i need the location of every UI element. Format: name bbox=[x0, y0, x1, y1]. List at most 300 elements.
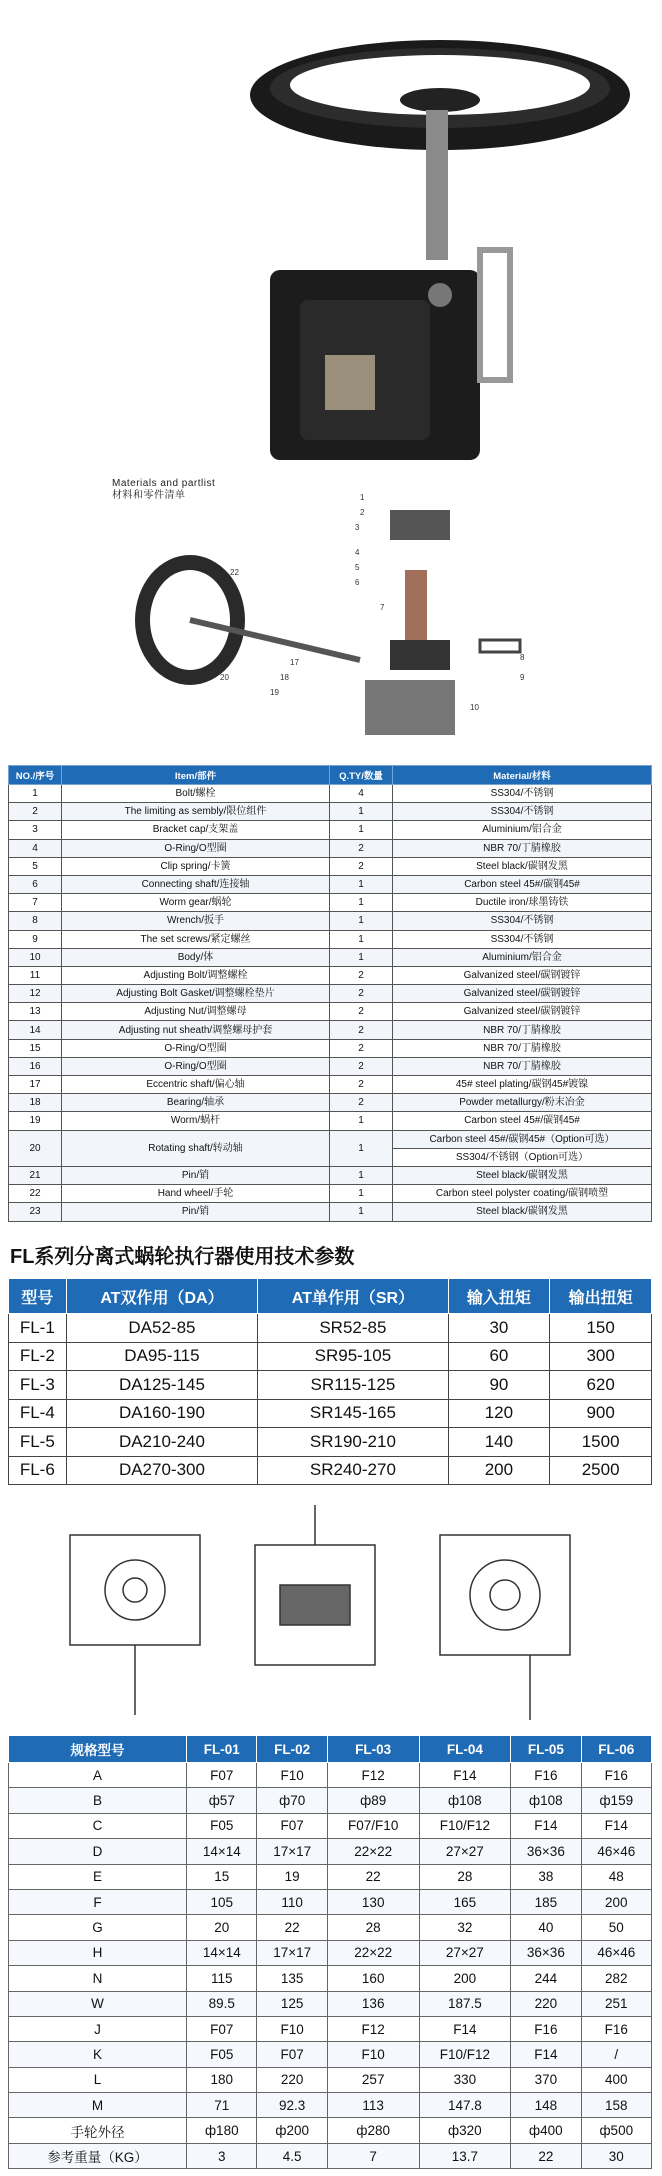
spec-cell: SR240-270 bbox=[258, 1456, 448, 1485]
parts-cell-qty: 2 bbox=[330, 1076, 393, 1094]
spec-cell: 60 bbox=[448, 1342, 550, 1371]
parts-cell-item: Bolt/螺栓 bbox=[62, 785, 330, 803]
parts-table-header bbox=[9, 766, 652, 785]
svg-text:6: 6 bbox=[355, 578, 360, 587]
spec-cell: FL-5 bbox=[9, 1428, 67, 1457]
spec-header-cell: 输入扭矩 bbox=[448, 1279, 550, 1314]
dims-cell: 32 bbox=[419, 1915, 511, 1940]
parts-cell-item: Pin/销 bbox=[62, 1203, 330, 1221]
dims-cell: / bbox=[581, 2042, 651, 2067]
spec-header-cell: 输出扭矩 bbox=[550, 1279, 652, 1314]
parts-cell-item: The set screws/紧定螺丝 bbox=[62, 930, 330, 948]
parts-cell-material: Galvanized steel/碳钢镀锌 bbox=[393, 966, 652, 984]
dims-header-cell: FL-03 bbox=[327, 1736, 419, 1763]
spec-cell: FL-4 bbox=[9, 1399, 67, 1428]
exploded-view-drawing bbox=[60, 470, 580, 760]
parts-row bbox=[9, 1094, 652, 1112]
parts-cell-no: 16 bbox=[9, 1057, 62, 1075]
parts-cell-item: O-Ring/O型圈 bbox=[62, 839, 330, 857]
dims-cell: ф70 bbox=[257, 1788, 327, 1813]
spec-cell: DA210-240 bbox=[66, 1428, 258, 1457]
dims-header-cell: FL-01 bbox=[187, 1736, 257, 1763]
parts-cell-material: SS304/不锈钢 bbox=[393, 930, 652, 948]
parts-cell-item: Wrench/扳手 bbox=[62, 912, 330, 930]
parts-cell-qty: 2 bbox=[330, 1057, 393, 1075]
parts-cell-no: 5 bbox=[9, 857, 62, 875]
parts-cell-no: 23 bbox=[9, 1203, 62, 1221]
svg-text:7: 7 bbox=[380, 603, 385, 612]
dims-cell: A bbox=[9, 1763, 187, 1788]
spec-cell: FL-3 bbox=[9, 1371, 67, 1400]
spec-table-header bbox=[9, 1279, 652, 1314]
dims-cell: ф280 bbox=[327, 2118, 419, 2143]
parts-cell-no: 11 bbox=[9, 966, 62, 984]
spec-cell: FL-1 bbox=[9, 1314, 67, 1343]
parts-row bbox=[9, 821, 652, 839]
parts-row bbox=[9, 1130, 652, 1148]
parts-cell-qty: 1 bbox=[330, 821, 393, 839]
parts-cell-material: SS304/不锈钢 bbox=[393, 912, 652, 930]
spec-cell: DA270-300 bbox=[66, 1456, 258, 1485]
parts-cell-item: The limiting as sembly/限位组件 bbox=[62, 803, 330, 821]
parts-cell-item: Adjusting nut sheath/调整螺母护套 bbox=[62, 1021, 330, 1039]
spec-cell: 200 bbox=[448, 1456, 550, 1485]
dims-cell: 22 bbox=[327, 1864, 419, 1889]
gearbox-product-photo bbox=[0, 0, 662, 470]
dims-cell: 187.5 bbox=[419, 1991, 511, 2016]
spec-row bbox=[9, 1428, 652, 1457]
parts-table bbox=[8, 765, 652, 1222]
dims-cell: 19 bbox=[257, 1864, 327, 1889]
parts-cell-material: SS304/不锈钢 bbox=[393, 785, 652, 803]
dims-cell: M bbox=[9, 2093, 187, 2118]
header-item: Item/部件 bbox=[62, 766, 330, 785]
dims-cell: 手轮外径 bbox=[9, 2118, 187, 2143]
parts-row bbox=[9, 1021, 652, 1039]
dims-cell: 110 bbox=[257, 1889, 327, 1914]
parts-row bbox=[9, 966, 652, 984]
parts-cell-qty: 1 bbox=[330, 894, 393, 912]
dims-cell: C bbox=[9, 1813, 187, 1838]
dims-row bbox=[9, 2016, 652, 2041]
dims-cell: 330 bbox=[419, 2067, 511, 2092]
spec-row bbox=[9, 1314, 652, 1343]
dims-row bbox=[9, 1864, 652, 1889]
dims-cell: 244 bbox=[511, 1966, 581, 1991]
dims-cell: 22 bbox=[257, 1915, 327, 1940]
parts-row bbox=[9, 1203, 652, 1221]
spec-cell: DA95-115 bbox=[66, 1342, 258, 1371]
spec-row bbox=[9, 1456, 652, 1485]
parts-row bbox=[9, 1076, 652, 1094]
dims-cell: B bbox=[9, 1788, 187, 1813]
parts-cell-material: Ductile iron/球墨铸铁 bbox=[393, 894, 652, 912]
parts-cell-qty: 2 bbox=[330, 1003, 393, 1021]
dims-row bbox=[9, 2118, 652, 2143]
dims-cell: ф89 bbox=[327, 1788, 419, 1813]
parts-cell-qty: 2 bbox=[330, 966, 393, 984]
dims-cell: F12 bbox=[327, 1763, 419, 1788]
dims-header-cell: 规格型号 bbox=[9, 1736, 187, 1763]
parts-cell-qty: 2 bbox=[330, 839, 393, 857]
svg-text:3: 3 bbox=[355, 523, 360, 532]
dims-cell: 220 bbox=[257, 2067, 327, 2092]
spec-title: FL系列分离式蜗轮执行器使用技术参数 bbox=[10, 1246, 355, 1268]
dims-cell: F05 bbox=[187, 1813, 257, 1838]
parts-row bbox=[9, 894, 652, 912]
dims-cell: F12 bbox=[327, 2016, 419, 2041]
parts-cell-qty: 2 bbox=[330, 1094, 393, 1112]
parts-cell-item: Rotating shaft/转动轴 bbox=[62, 1130, 330, 1166]
svg-text:5: 5 bbox=[355, 563, 360, 572]
parts-cell-item: Bracket cap/支架盖 bbox=[62, 821, 330, 839]
parts-cell-material: Steel black/碳钢发黑 bbox=[393, 1166, 652, 1184]
dims-cell: 14×14 bbox=[187, 1940, 257, 1965]
dims-cell: 38 bbox=[511, 1864, 581, 1889]
dims-cell: 200 bbox=[581, 1889, 651, 1914]
dims-cell: ф57 bbox=[187, 1788, 257, 1813]
parts-row bbox=[9, 1057, 652, 1075]
parts-row bbox=[9, 875, 652, 893]
dims-cell: F bbox=[9, 1889, 187, 1914]
parts-cell-no: 4 bbox=[9, 839, 62, 857]
dims-table-body bbox=[9, 1763, 652, 2169]
spec-header-cell: 型号 bbox=[9, 1279, 67, 1314]
dims-cell: ф108 bbox=[511, 1788, 581, 1813]
dims-cell: F10 bbox=[327, 2042, 419, 2067]
dims-cell: L bbox=[9, 2067, 187, 2092]
parts-cell-material: 45# steel plating/碳钢45#镀镍 bbox=[393, 1076, 652, 1094]
spec-cell: 90 bbox=[448, 1371, 550, 1400]
dims-cell: 220 bbox=[511, 1991, 581, 2016]
svg-text:9: 9 bbox=[520, 673, 525, 682]
spec-cell: 30 bbox=[448, 1314, 550, 1343]
dims-cell: 200 bbox=[419, 1966, 511, 1991]
svg-text:20: 20 bbox=[220, 673, 229, 682]
parts-cell-no: 18 bbox=[9, 1094, 62, 1112]
parts-cell-material: NBR 70/丁腈橡胶 bbox=[393, 839, 652, 857]
spec-header-cell: AT单作用（SR） bbox=[258, 1279, 448, 1314]
dims-cell: 36×36 bbox=[511, 1839, 581, 1864]
parts-cell-qty: 2 bbox=[330, 1021, 393, 1039]
spec-cell: 1500 bbox=[550, 1428, 652, 1457]
parts-cell-qty: 1 bbox=[330, 1166, 393, 1184]
spec-cell: SR95-105 bbox=[258, 1342, 448, 1371]
dims-cell: 71 bbox=[187, 2093, 257, 2118]
dims-row bbox=[9, 2067, 652, 2092]
parts-row bbox=[9, 803, 652, 821]
spec-cell: 140 bbox=[448, 1428, 550, 1457]
partlist-title-en: Materials and partlist bbox=[112, 478, 216, 489]
parts-cell-no: 15 bbox=[9, 1039, 62, 1057]
dims-row bbox=[9, 1889, 652, 1914]
spec-header-cell: AT双作用（DA） bbox=[66, 1279, 258, 1314]
parts-cell-item: Worm/蜗杆 bbox=[62, 1112, 330, 1130]
parts-cell-qty: 2 bbox=[330, 857, 393, 875]
dims-cell: J bbox=[9, 2016, 187, 2041]
dims-cell: F10/F12 bbox=[419, 1813, 511, 1838]
parts-cell-no: 6 bbox=[9, 875, 62, 893]
dims-cell: K bbox=[9, 2042, 187, 2067]
dims-row bbox=[9, 2042, 652, 2067]
dims-cell: 135 bbox=[257, 1966, 327, 1991]
parts-cell-qty: 1 bbox=[330, 1203, 393, 1221]
dims-cell: 251 bbox=[581, 1991, 651, 2016]
parts-cell-qty: 1 bbox=[330, 930, 393, 948]
parts-cell-qty: 1 bbox=[330, 1112, 393, 1130]
dims-cell: 27×27 bbox=[419, 1940, 511, 1965]
dims-cell: F07/F10 bbox=[327, 1813, 419, 1838]
spec-cell: 150 bbox=[550, 1314, 652, 1343]
parts-cell-item: Clip spring/卡簧 bbox=[62, 857, 330, 875]
dims-cell: F10/F12 bbox=[419, 2042, 511, 2067]
parts-cell-material: Aluminium/铝合金 bbox=[393, 821, 652, 839]
header-qty: Q.TY/数量 bbox=[330, 766, 393, 785]
parts-row bbox=[9, 1003, 652, 1021]
parts-cell-item: Adjusting Bolt/调整螺栓 bbox=[62, 966, 330, 984]
parts-cell-no: 9 bbox=[9, 930, 62, 948]
parts-cell-material: Carbon steel 45#/碳钢45# bbox=[393, 1112, 652, 1130]
dims-cell: 148 bbox=[511, 2093, 581, 2118]
parts-row bbox=[9, 839, 652, 857]
dims-cell: H bbox=[9, 1940, 187, 1965]
spec-cell: FL-2 bbox=[9, 1342, 67, 1371]
svg-text:2: 2 bbox=[360, 508, 365, 517]
dims-row bbox=[9, 1839, 652, 1864]
parts-cell-item: Adjusting Nut/调整螺母 bbox=[62, 1003, 330, 1021]
parts-cell-qty: 1 bbox=[330, 1185, 393, 1203]
dims-cell: 136 bbox=[327, 1991, 419, 2016]
dims-cell: ф200 bbox=[257, 2118, 327, 2143]
dims-table-header bbox=[9, 1736, 652, 1763]
spec-table-body bbox=[9, 1314, 652, 1485]
dims-row bbox=[9, 1763, 652, 1788]
dims-row bbox=[9, 1915, 652, 1940]
parts-cell-no: 2 bbox=[9, 803, 62, 821]
dims-row bbox=[9, 1966, 652, 1991]
dims-cell: 36×36 bbox=[511, 1940, 581, 1965]
spec-cell: 620 bbox=[550, 1371, 652, 1400]
dims-cell: 160 bbox=[327, 1966, 419, 1991]
parts-cell-item: O-Ring/O型圈 bbox=[62, 1057, 330, 1075]
svg-text:10: 10 bbox=[470, 703, 479, 712]
dims-cell: F10 bbox=[257, 2016, 327, 2041]
parts-cell-no: 7 bbox=[9, 894, 62, 912]
dims-cell: F07 bbox=[257, 1813, 327, 1838]
spec-row bbox=[9, 1399, 652, 1428]
parts-cell-item: O-Ring/O型圈 bbox=[62, 1039, 330, 1057]
dimension-drawings bbox=[40, 1495, 640, 1725]
parts-cell-qty: 1 bbox=[330, 1130, 393, 1166]
parts-cell-no: 10 bbox=[9, 948, 62, 966]
parts-cell-qty: 4 bbox=[330, 785, 393, 803]
dims-cell: D bbox=[9, 1839, 187, 1864]
dims-cell: F05 bbox=[187, 2042, 257, 2067]
parts-cell-item: Pin/销 bbox=[62, 1166, 330, 1184]
parts-row bbox=[9, 785, 652, 803]
parts-cell-no: 14 bbox=[9, 1021, 62, 1039]
parts-cell-material: SS304/不锈钢（Option可选） bbox=[393, 1148, 652, 1166]
dims-cell: 89.5 bbox=[187, 1991, 257, 2016]
dims-cell: 48 bbox=[581, 1864, 651, 1889]
dims-cell: F14 bbox=[581, 1813, 651, 1838]
dims-cell: F07 bbox=[187, 1763, 257, 1788]
dims-row bbox=[9, 1991, 652, 2016]
dims-cell: 282 bbox=[581, 1966, 651, 1991]
dims-cell: 22 bbox=[511, 2143, 581, 2168]
spec-cell: 900 bbox=[550, 1399, 652, 1428]
dims-cell: 20 bbox=[187, 1915, 257, 1940]
parts-cell-item: Worm gear/蜗轮 bbox=[62, 894, 330, 912]
dims-cell: F07 bbox=[187, 2016, 257, 2041]
parts-cell-item: Body/体 bbox=[62, 948, 330, 966]
dims-cell: 28 bbox=[419, 1864, 511, 1889]
dims-row bbox=[9, 1813, 652, 1838]
dims-cell: F10 bbox=[257, 1763, 327, 1788]
spec-table bbox=[8, 1278, 652, 1485]
dims-cell: ф320 bbox=[419, 2118, 511, 2143]
spec-cell: SR190-210 bbox=[258, 1428, 448, 1457]
dims-cell: E bbox=[9, 1864, 187, 1889]
parts-row bbox=[9, 1166, 652, 1184]
dims-cell: 113 bbox=[327, 2093, 419, 2118]
parts-cell-material: SS304/不锈钢 bbox=[393, 803, 652, 821]
parts-cell-material: NBR 70/丁腈橡胶 bbox=[393, 1039, 652, 1057]
spec-cell: 120 bbox=[448, 1399, 550, 1428]
parts-cell-item: Hand wheel/手轮 bbox=[62, 1185, 330, 1203]
parts-cell-qty: 2 bbox=[330, 1039, 393, 1057]
spec-cell: 2500 bbox=[550, 1456, 652, 1485]
parts-cell-qty: 1 bbox=[330, 912, 393, 930]
spec-cell: FL-6 bbox=[9, 1456, 67, 1485]
parts-cell-item: Bearing/轴承 bbox=[62, 1094, 330, 1112]
dims-cell: ф108 bbox=[419, 1788, 511, 1813]
parts-cell-material: Aluminium/铝合金 bbox=[393, 948, 652, 966]
dims-cell: F14 bbox=[419, 1763, 511, 1788]
dims-header-cell: FL-06 bbox=[581, 1736, 651, 1763]
parts-table-body bbox=[9, 785, 652, 1222]
dims-cell: 92.3 bbox=[257, 2093, 327, 2118]
parts-cell-material: Galvanized steel/碳钢镀锌 bbox=[393, 1003, 652, 1021]
dims-cell: N bbox=[9, 1966, 187, 1991]
parts-cell-material: Steel black/碳钢发黑 bbox=[393, 1203, 652, 1221]
dims-cell: 13.7 bbox=[419, 2143, 511, 2168]
dimensions-table bbox=[8, 1735, 652, 2169]
dims-row bbox=[9, 2093, 652, 2118]
dims-cell: 30 bbox=[581, 2143, 651, 2168]
dims-cell: 参考重量（KG） bbox=[9, 2143, 187, 2168]
spec-cell: DA52-85 bbox=[66, 1314, 258, 1343]
partlist-title-cn: 材料和零件清单 bbox=[112, 490, 186, 501]
parts-cell-material: Steel black/碳钢发黑 bbox=[393, 857, 652, 875]
dims-cell: 4.5 bbox=[257, 2143, 327, 2168]
parts-cell-material: NBR 70/丁腈橡胶 bbox=[393, 1021, 652, 1039]
dims-cell: F16 bbox=[581, 2016, 651, 2041]
spec-cell: SR145-165 bbox=[258, 1399, 448, 1428]
parts-cell-no: 8 bbox=[9, 912, 62, 930]
dims-cell: 22×22 bbox=[327, 1839, 419, 1864]
svg-text:8: 8 bbox=[520, 653, 525, 662]
parts-cell-no: 12 bbox=[9, 985, 62, 1003]
dims-cell: F07 bbox=[257, 2042, 327, 2067]
dims-row bbox=[9, 1788, 652, 1813]
dims-cell: 22×22 bbox=[327, 1940, 419, 1965]
dims-cell: 40 bbox=[511, 1915, 581, 1940]
dims-cell: 158 bbox=[581, 2093, 651, 2118]
dims-cell: ф400 bbox=[511, 2118, 581, 2143]
dims-cell: F16 bbox=[511, 1763, 581, 1788]
dims-cell: 185 bbox=[511, 1889, 581, 1914]
parts-cell-qty: 1 bbox=[330, 948, 393, 966]
dims-header-cell: FL-02 bbox=[257, 1736, 327, 1763]
parts-cell-material: Carbon steel polyster coating/碳钢喷塑 bbox=[393, 1185, 652, 1203]
parts-row bbox=[9, 930, 652, 948]
dims-cell: F14 bbox=[419, 2016, 511, 2041]
parts-cell-material: Powder metallurgy/粉末冶金 bbox=[393, 1094, 652, 1112]
spec-cell: SR52-85 bbox=[258, 1314, 448, 1343]
svg-text:4: 4 bbox=[355, 548, 360, 557]
dims-cell: W bbox=[9, 1991, 187, 2016]
dims-cell: 27×27 bbox=[419, 1839, 511, 1864]
dims-cell: 130 bbox=[327, 1889, 419, 1914]
dims-cell: 370 bbox=[511, 2067, 581, 2092]
parts-cell-no: 17 bbox=[9, 1076, 62, 1094]
parts-cell-material: Galvanized steel/碳钢镀锌 bbox=[393, 985, 652, 1003]
parts-cell-qty: 2 bbox=[330, 985, 393, 1003]
dims-cell: 14×14 bbox=[187, 1839, 257, 1864]
parts-cell-no: 1 bbox=[9, 785, 62, 803]
spec-cell: DA160-190 bbox=[66, 1399, 258, 1428]
parts-cell-no: 19 bbox=[9, 1112, 62, 1130]
spec-cell: SR115-125 bbox=[258, 1371, 448, 1400]
dims-header-cell: FL-05 bbox=[511, 1736, 581, 1763]
dims-cell: 180 bbox=[187, 2067, 257, 2092]
dims-cell: 257 bbox=[327, 2067, 419, 2092]
svg-text:18: 18 bbox=[280, 673, 289, 682]
parts-row bbox=[9, 1112, 652, 1130]
svg-text:22: 22 bbox=[230, 568, 239, 577]
dims-cell: F16 bbox=[581, 1763, 651, 1788]
spec-cell: DA125-145 bbox=[66, 1371, 258, 1400]
dims-cell: 17×17 bbox=[257, 1839, 327, 1864]
dims-cell: 7 bbox=[327, 2143, 419, 2168]
dims-row bbox=[9, 1940, 652, 1965]
parts-cell-qty: 1 bbox=[330, 803, 393, 821]
parts-cell-material: Carbon steel 45#/碳钢45#（Option可选） bbox=[393, 1130, 652, 1148]
dims-cell: 46×46 bbox=[581, 1940, 651, 1965]
svg-text:17: 17 bbox=[290, 658, 299, 667]
dims-header-cell: FL-04 bbox=[419, 1736, 511, 1763]
dims-cell: 105 bbox=[187, 1889, 257, 1914]
dims-cell: F16 bbox=[511, 2016, 581, 2041]
header-material: Material/材料 bbox=[393, 766, 652, 785]
dims-cell: ф159 bbox=[581, 1788, 651, 1813]
parts-cell-item: Connecting shaft/连接轴 bbox=[62, 875, 330, 893]
svg-text:19: 19 bbox=[270, 688, 279, 697]
parts-row bbox=[9, 985, 652, 1003]
parts-row bbox=[9, 912, 652, 930]
spec-cell: 300 bbox=[550, 1342, 652, 1371]
svg-text:1: 1 bbox=[360, 493, 365, 502]
dims-cell: 46×46 bbox=[581, 1839, 651, 1864]
spec-row bbox=[9, 1342, 652, 1371]
dims-cell: 125 bbox=[257, 1991, 327, 2016]
parts-cell-no: 13 bbox=[9, 1003, 62, 1021]
dims-cell: ф180 bbox=[187, 2118, 257, 2143]
parts-cell-qty: 1 bbox=[330, 875, 393, 893]
dims-cell: G bbox=[9, 1915, 187, 1940]
spec-row bbox=[9, 1371, 652, 1400]
